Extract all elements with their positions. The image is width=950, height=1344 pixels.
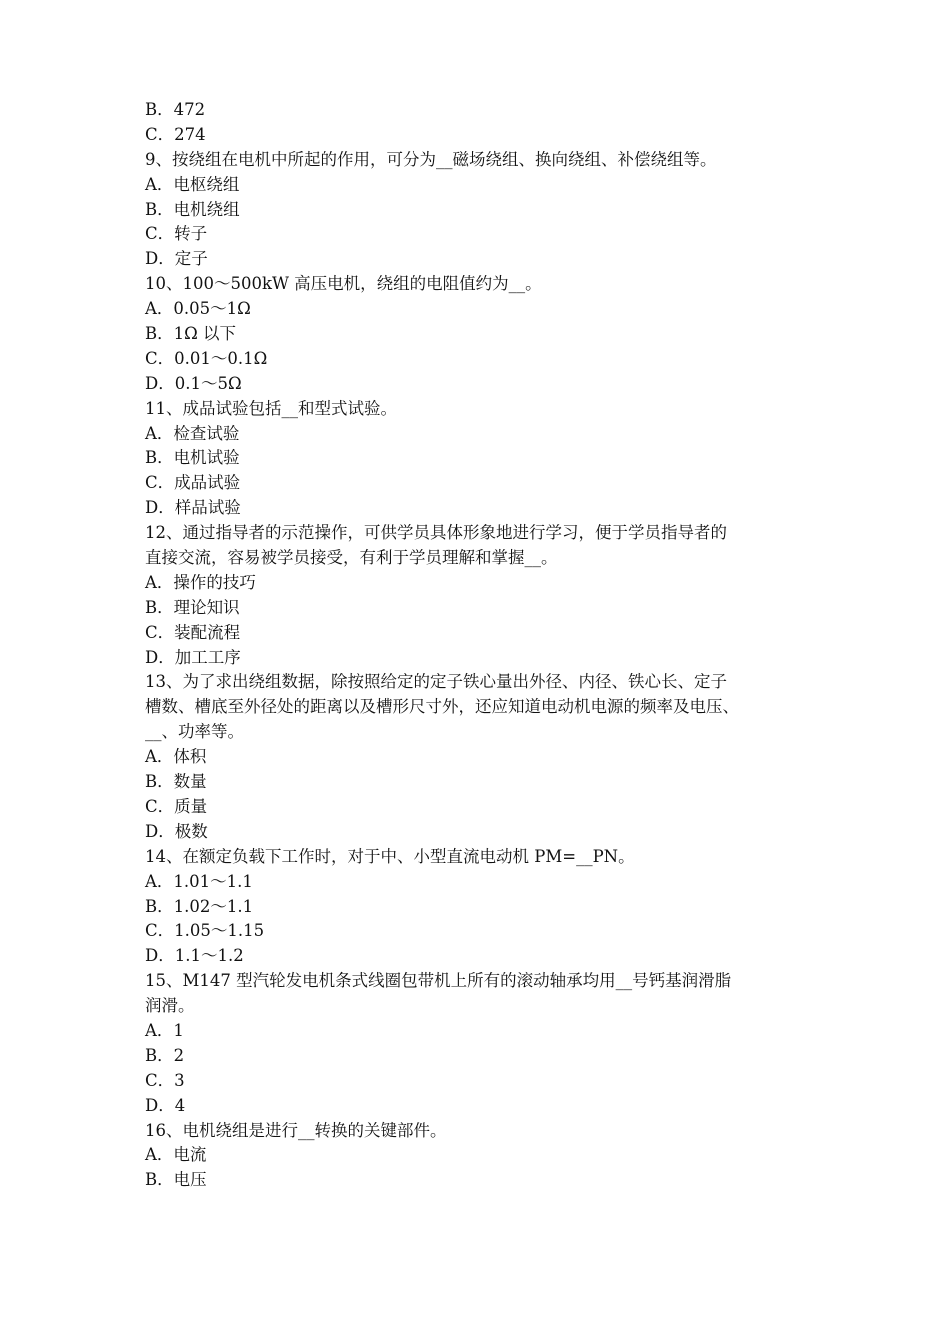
q10-option-c: C．0.01～0.1Ω <box>145 348 268 368</box>
q13-option-a: A．体积 <box>145 747 207 767</box>
q16-option-b: B．电压 <box>145 1170 207 1190</box>
q11-option-b: B．电机试验 <box>145 448 240 468</box>
q9-option-b: B．电机绕组 <box>145 199 240 219</box>
question-13-line-3: __、功率等。 <box>145 722 244 742</box>
question-13-line-1: 13、为了求出绕组数据，除按照给定的定子铁心量出外径、内径、铁心长、定子 <box>145 672 727 692</box>
question-14: 14、在额定负载下工作时，对于中、小型直流电动机 PM=__PN。 <box>145 846 635 866</box>
question-12-line-1: 12、通过指导者的示范操作，可供学员具体形象地进行学习，便于学员指导者的 <box>145 523 727 543</box>
question-12-line-2: 直接交流，容易被学员接受，有利于学员理解和掌握__。 <box>145 548 558 568</box>
question-9: 9、按绕组在电机中所起的作用，可分为__磁场绕组、换向绕组、补偿绕组等。 <box>145 149 717 169</box>
q12-option-a: A．操作的技巧 <box>145 572 256 592</box>
q15-option-d: D．4 <box>145 1095 186 1115</box>
question-15-line-2: 润滑。 <box>145 996 195 1016</box>
q9-option-d: D．定子 <box>145 249 208 269</box>
q13-option-c: C．质量 <box>145 796 208 816</box>
q9-option-c: C．转子 <box>145 224 208 244</box>
q11-option-d: D．样品试验 <box>145 498 241 518</box>
q10-option-b: B．1Ω 以下 <box>145 324 237 344</box>
option-b-472: B．472 <box>145 100 206 119</box>
question-13-line-2: 槽数、槽底至外径处的距离以及槽形尺寸外，还应知道电动机电源的频率及电压、 <box>145 697 739 717</box>
q14-option-c: C．1.05～1.15 <box>145 921 265 941</box>
q11-option-a: A．检查试验 <box>145 423 240 443</box>
q11-option-c: C．成品试验 <box>145 473 241 493</box>
q14-option-b: B．1.02～1.1 <box>145 896 254 916</box>
question-text-block <box>145 98 817 1193</box>
q15-option-b: B．2 <box>145 1045 185 1065</box>
question-16: 16、电机绕组是进行__转换的关键部件。 <box>145 1120 447 1140</box>
q13-option-b: B．数量 <box>145 772 207 792</box>
q15-option-c: C．3 <box>145 1070 185 1090</box>
question-15-line-1: 15、M147 型汽轮发电机条式线圈包带机上所有的滚动轴承均用__号钙基润滑脂 <box>145 971 732 991</box>
q10-option-a: A．0.05～1Ω <box>145 299 251 319</box>
question-10: 10、100～500kW 高压电机，绕组的电阻值约为__。 <box>145 274 542 294</box>
question-11: 11、成品试验包括__和型式试验。 <box>145 398 397 418</box>
q9-option-a: A．电枢绕组 <box>145 174 240 194</box>
option-c-274: C．274 <box>145 124 206 144</box>
q15-option-a: A．1 <box>145 1020 184 1040</box>
q16-option-a: A．电流 <box>145 1145 207 1165</box>
q12-option-c: C．装配流程 <box>145 622 241 642</box>
q13-option-d: D．极数 <box>145 821 208 841</box>
q12-option-b: B．理论知识 <box>145 597 240 617</box>
q10-option-d: D．0.1～5Ω <box>145 373 242 393</box>
q14-option-d: D．1.1～1.2 <box>145 946 244 966</box>
q14-option-a: A．1.01～1.1 <box>145 871 253 891</box>
q12-option-d: D．加工工序 <box>145 647 241 667</box>
